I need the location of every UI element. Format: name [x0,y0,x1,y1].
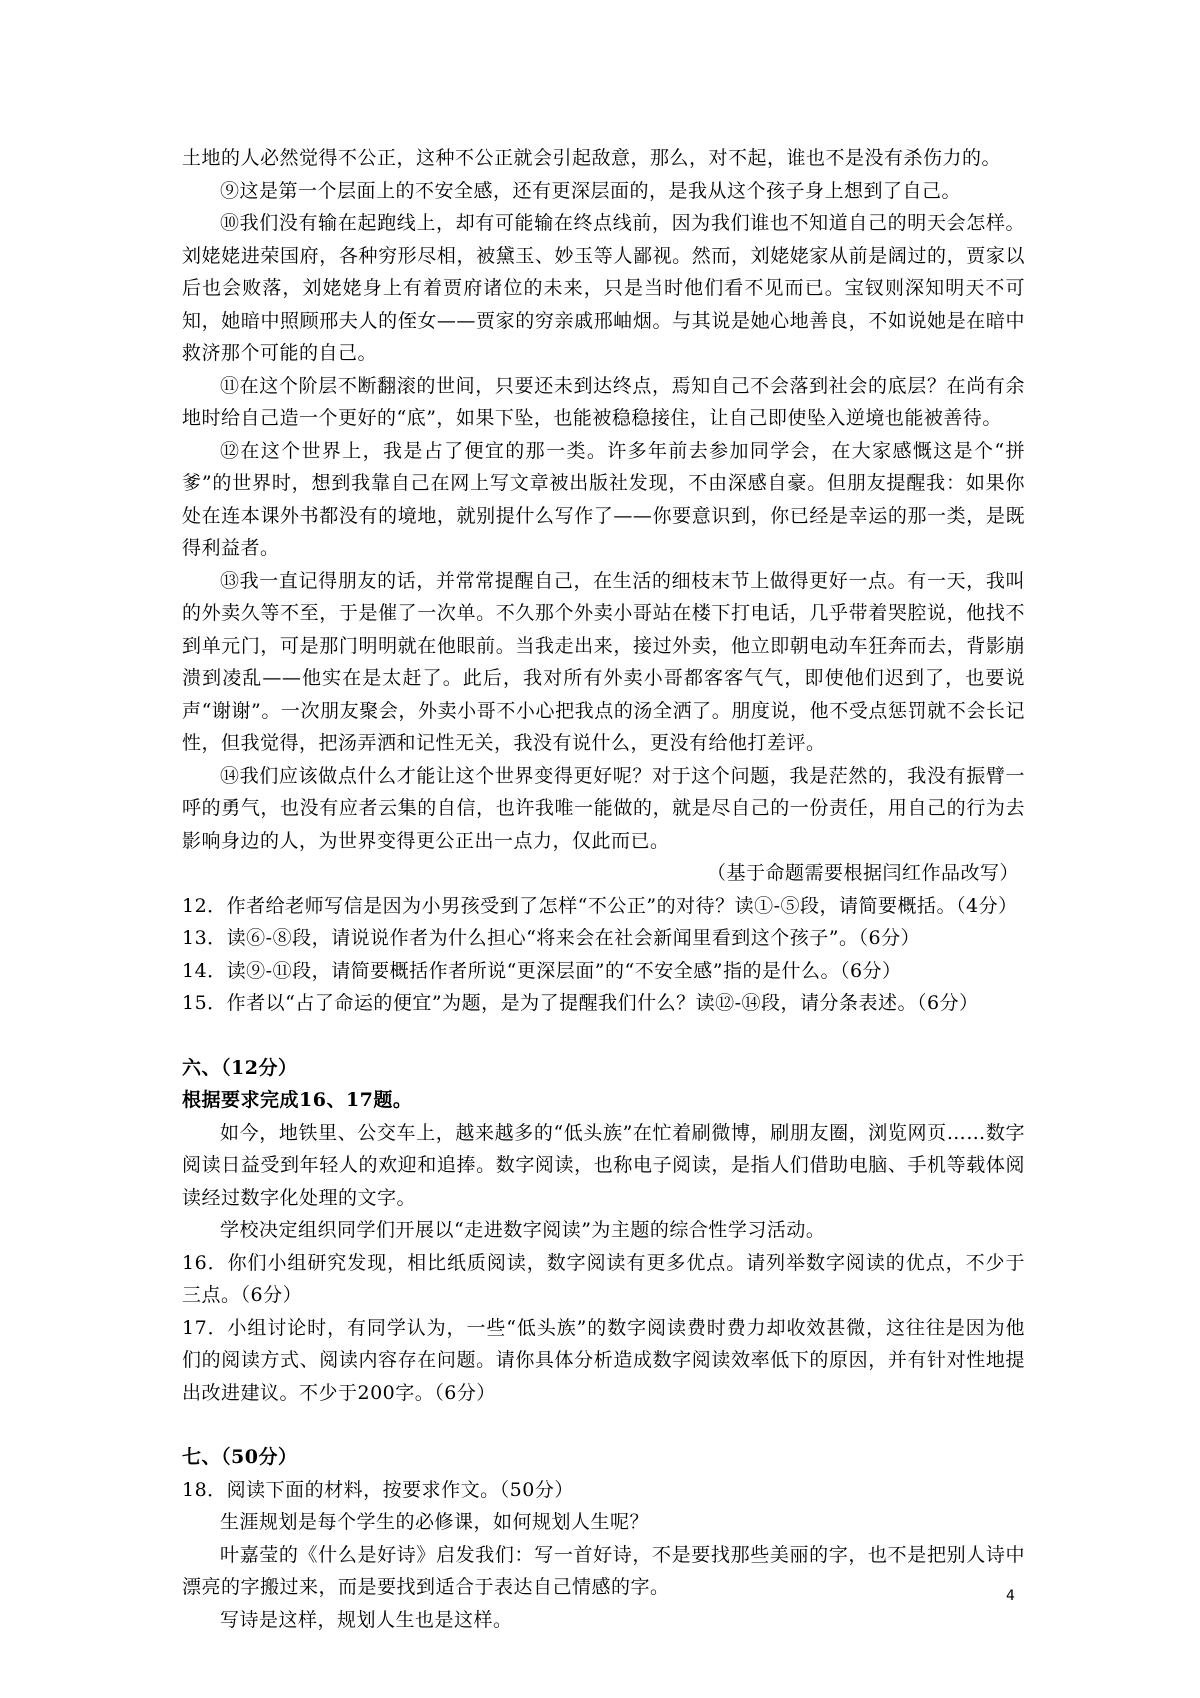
page-number: 4 [1006,1588,1015,1604]
material-line-1: 生涯规划是每个学生的必修课，如何规划人生呢？ [220,1511,650,1533]
page-content [182,142,1025,1636]
paragraph-10: ⑩我们没有输在起跑线上，却有可能输在终点线前，因为我们谁也不知道自己的明天会怎样。刘姥姥进荣国府，各种穷形尽相，被黛玉、妙玉等人鄙视。然而，刘姥姥家从前是阔过的，贾家以后也会败落，刘姥姥身上有着贾府诸位的未来，只是当时他们看不见而已。宝钗则深知明天不可知，她暗中照顾邢夫人的侄女——贾家的穷亲戚邢岫烟。与其说是她心地善良，不如说她是在暗中救济那个可能的自己。 [182,212,1025,364]
question-12: 12．作者给老师写信是因为小男孩受到了怎样“不公正”的对待？读①-⑤段，请简要概括。（4分） [182,894,1018,917]
material-line-2: 叶嘉莹的《什么是好诗》启发我们：写一首好诗，不是要找那些美丽的字，也不是把别人诗中漂亮的字搬过来，而是要找到适合于表达自己情感的字。 [182,1543,1025,1598]
question-16: 16．你们小组研究发现，相比纸质阅读，数字阅读有更多优点。请列举数字阅读的优点，不少于三点。（6分） [182,1251,1025,1306]
section-6-intro-1: 如今，地铁里、公交车上，越来越多的“低头族”在忙着刷微博，刷朋友圈，浏览网页……数字阅读日益受到年轻人的欢迎和追捧。数字阅读，也称电子阅读，是指人们借助电脑、手机等载体阅读经过数字化处理的文字。 [182,1121,1025,1209]
question-14: 14．读⑨-⑪段，请简要概括作者所说“更深层面”的“不安全感”指的是什么。（6分） [182,959,902,982]
paragraph-13: ⑬我一直记得朋友的话，并常常提醒自己，在生活的细枝末节上做得更好一点。有一天，我叫的外卖久等不至，于是催了一次单。不久那个外卖小哥站在楼下打电话，几乎带着哭腔说，他找不到单元门，可是那门明明就在他眼前。当我走出来，接过外卖，他立即朝电动车狂奔而去，背影崩溃到凌乱——他实在是太赶了。此后，我对所有外卖小哥都客客气气，即使他们迟到了，也要说声“谢谢”。一次朋友聚会，外卖小哥不小心把我点的汤全洒了。朋度说，他不受点惩罚就不会长记性，但我觉得，把汤弄洒和记性无关，我没有说什么，更没有给他打差评。 [182,569,1025,754]
question-17: 17．小组讨论时，有同学认为，一些“低头族”的数字阅读费时费力却收效甚微，这往往是因为他们的阅读方式、阅读内容存在问题。请你具体分析造成数字阅读效率低下的原因，并有针对性地提出改进建议。不少于200字。（6分） [182,1316,1025,1404]
paragraph-9: ⑨这是第一个层面上的不安全感，还有更深层面的，是我从这个孩子身上想到了自己。 [220,179,962,202]
paragraph-continuation: 土地的人必然觉得不公正，这种不公正就会引起敌意，那么，对不起，谁也不是没有杀伤力的。 [182,147,1002,169]
spacer [182,1409,1025,1441]
section-7-heading: 七、（50分） [182,1446,298,1468]
spacer [182,1020,1025,1052]
source-attribution: （基于命题需要根据闫红作品改写） [706,862,1019,884]
paragraph-12: ⑫在这个世界上，我是占了便宜的那一类。许多年前去参加同学会，在大家感慨这是个“拼爹”的世界时，想到我靠自己在网上写文章被出版社发现，不由深感自豪。但朋友提醒我：如果你处在连本课外书都没有的境地，就别提什么写作了——你要意识到，你已经是幸运的那一类，是既得利益者。 [182,439,1025,559]
question-15: 15．作者以“占了命运的便宜”为题，是为了提醒我们什么？读⑫-⑭段，请分条表述。（6分） [182,992,979,1014]
section-6-intro-2: 学校决定组织同学们开展以“走进数字阅读”为主题的综合性学习活动。 [220,1219,826,1241]
paragraph-14: ⑭我们应该做点什么才能让这个世界变得更好呢？对于这个问题，我是茫然的，我没有振臂一呼的勇气，也没有应者云集的自信，也许我唯一能做的，就是尽自己的一份责任，用自己的行为去影响身边的人，为世界变得更公正出一点力，仅此而已。 [182,764,1025,852]
section-6-heading: 六、（12分） [182,1056,298,1079]
paragraph-11: ⑪在这个阶层不断翻滚的世间，只要还未到达终点，焉知自己不会落到社会的底层？在尚有余地时给自己造一个更好的“底”，如果下坠，也能被稳稳接住，让自己即使坠入逆境也能被善待。 [182,374,1025,429]
material-line-3: 写诗是这样，规划人生也是这样。 [220,1608,513,1631]
question-13: 13．读⑥-⑧段，请说说作者为什么担心“将来会在社会新闻里看到这个孩子”。（6分） [182,927,921,949]
question-18: 18．阅读下面的材料，按要求作文。（50分） [182,1478,574,1501]
section-6-instruction: 根据要求完成16、17题。 [182,1089,413,1111]
